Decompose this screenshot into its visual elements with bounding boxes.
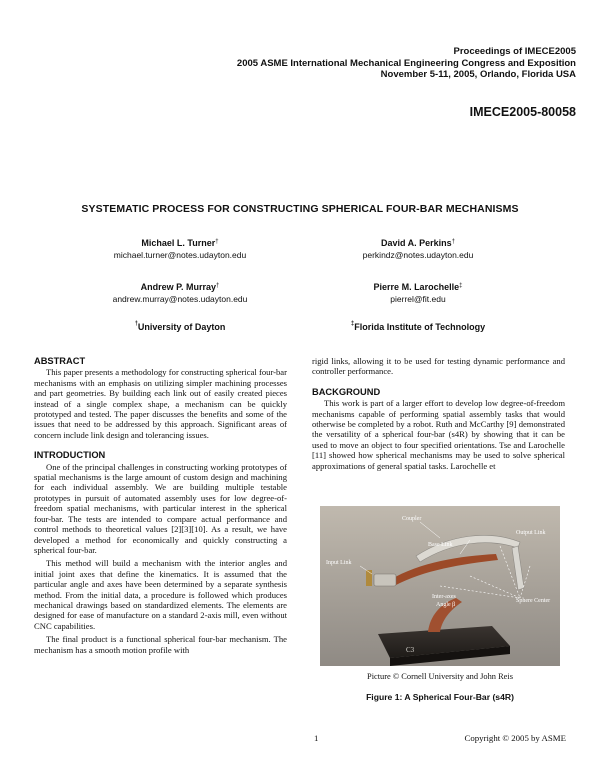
figure-caption: Figure 1: A Spherical Four-Bar (s4R): [366, 692, 514, 702]
proceedings-header: [237, 46, 576, 81]
introduction-paragraph-1: One of the principal challenges in constructing working prototypes of spatial mechanisms is the large amount of custom design and machining for each individual assembly. We are building multiple testable prototypes in pursuit of automated assembly uses for low degree-of-freedom spatial mechanisms, with particular interest in the spherical four-bar. The tests are intended to compare actual performance and control methods to theoretical values [2][3][10]. As a result, we have developed a method for economically and quickly constructing a spherical four-bar.: [34, 461, 287, 555]
author-name: David A. Perkins: [380, 238, 452, 248]
page-number: 1: [314, 733, 319, 743]
affiliation-dayton: [60, 322, 300, 332]
label-angle: Angle β: [436, 602, 456, 608]
author-email[interactable]: pierrel@fit.edu: [390, 294, 446, 304]
background-text: This work is part of a larger effort to develop low degree-of-freedom mechanisms capable of performing spatial assembly tasks that would otherwise be completed by a robot. Ruth and McCarthy [9] demonstrated the versatility of a spherical four-bar (s4R) by showing that it can be used to move an object to four specified orientations. Tse and Larochelle [11] showed how spherical mechanisms may be used to solve spherical approximations of general spatial tasks. Larochelle et: [312, 398, 565, 471]
author-name: Andrew P. Murray: [140, 282, 216, 292]
introduction-paragraph-2: This method will build a mechanism with the interior angles and initial joint axes that define the kinematics. It is assumed that the particular angle and axes have been determined by a separate synthesis method. From the initial data, a procedure is followed which produces mechanical drawings based on standardized elements. The elements are designed for ease of manufacture on a standard 2-axis mill, even without CNC capabilities.: [34, 558, 287, 631]
author-name: Michael L. Turner: [141, 238, 216, 248]
copyright: Copyright © 2005 by ASME: [464, 733, 566, 743]
paper-title: SYSTEMATIC PROCESS FOR CONSTRUCTING SPHERICAL FOUR-BAR MECHANISMS: [81, 203, 519, 215]
affiliation-mark: ‡: [350, 321, 355, 327]
affiliation-fit: [298, 322, 538, 332]
label-base-link: Base Link: [428, 542, 453, 548]
author-email[interactable]: perkindz@notes.udayton.edu: [362, 250, 474, 260]
right-column: [312, 356, 565, 471]
affiliation-mark: †: [134, 321, 138, 327]
affiliation-name: Florida Institute of Technology: [354, 322, 486, 332]
affiliation-mark: ‡: [459, 283, 463, 289]
crank-handle: [366, 570, 372, 586]
introduction-heading: INTRODUCTION: [34, 450, 106, 461]
abstract-text: This paper presents a methodology for constructing spherical four-bar mechanisms with an emphasis on utilizing simpler machining processes and part geometries. By building each link out of easily created pieces instead of a single complex shape, a mechanism can be quickly prototyped and tested. The paper discusses the benefits and some of the issues that need to be addressed by this approach. Significant areas of concern include link design and tolerancing issues.: [34, 367, 287, 440]
author-email[interactable]: andrew.murray@notes.udayton.edu: [112, 294, 248, 304]
left-column: [34, 356, 287, 655]
figure-photo: [320, 506, 560, 666]
paper-id: IMECE2005-80058: [469, 105, 576, 119]
header-line-1: Proceedings of IMECE2005: [453, 46, 576, 57]
label-inter-axes: Inter-axes: [432, 594, 456, 600]
label-sphere-center: Sphere Center: [516, 598, 551, 604]
author-block-perkins: [298, 237, 538, 261]
affiliation-mark: †: [215, 239, 219, 245]
author-block-turner: [60, 237, 300, 261]
abstract-heading: ABSTRACT: [34, 356, 86, 366]
label-block-tag: C3: [406, 646, 415, 654]
author-email[interactable]: michael.turner@notes.udayton.edu: [113, 250, 247, 260]
header-line-3: November 5-11, 2005, Orlando, Florida USA: [380, 69, 576, 80]
label-input-link: Input Link: [326, 560, 352, 566]
figure-credit: Picture © Cornell University and John Reis: [367, 672, 513, 681]
header-line-2: 2005 ASME International Mechanical Engineering Congress and Exposition: [236, 57, 576, 69]
affiliation-mark: †: [216, 283, 220, 289]
continuation-text: rigid links, allowing it to be used for testing dynamic performance and controller performance.: [312, 356, 565, 377]
input-crank: [374, 574, 396, 586]
label-coupler: Coupler: [402, 516, 422, 522]
author-name: Pierre M. Larochelle: [373, 282, 460, 292]
author-block-murray: [60, 281, 300, 305]
label-output-link: Output Link: [516, 530, 546, 536]
background-heading: BACKGROUND: [312, 386, 381, 397]
introduction-paragraph-3: The final product is a functional spherical four-bar mechanism. The mechanism has a smooth motion profile with: [34, 634, 287, 655]
author-block-larochelle: [298, 281, 538, 305]
affiliation-mark: †: [451, 239, 456, 245]
affiliation-name: University of Dayton: [137, 322, 226, 332]
